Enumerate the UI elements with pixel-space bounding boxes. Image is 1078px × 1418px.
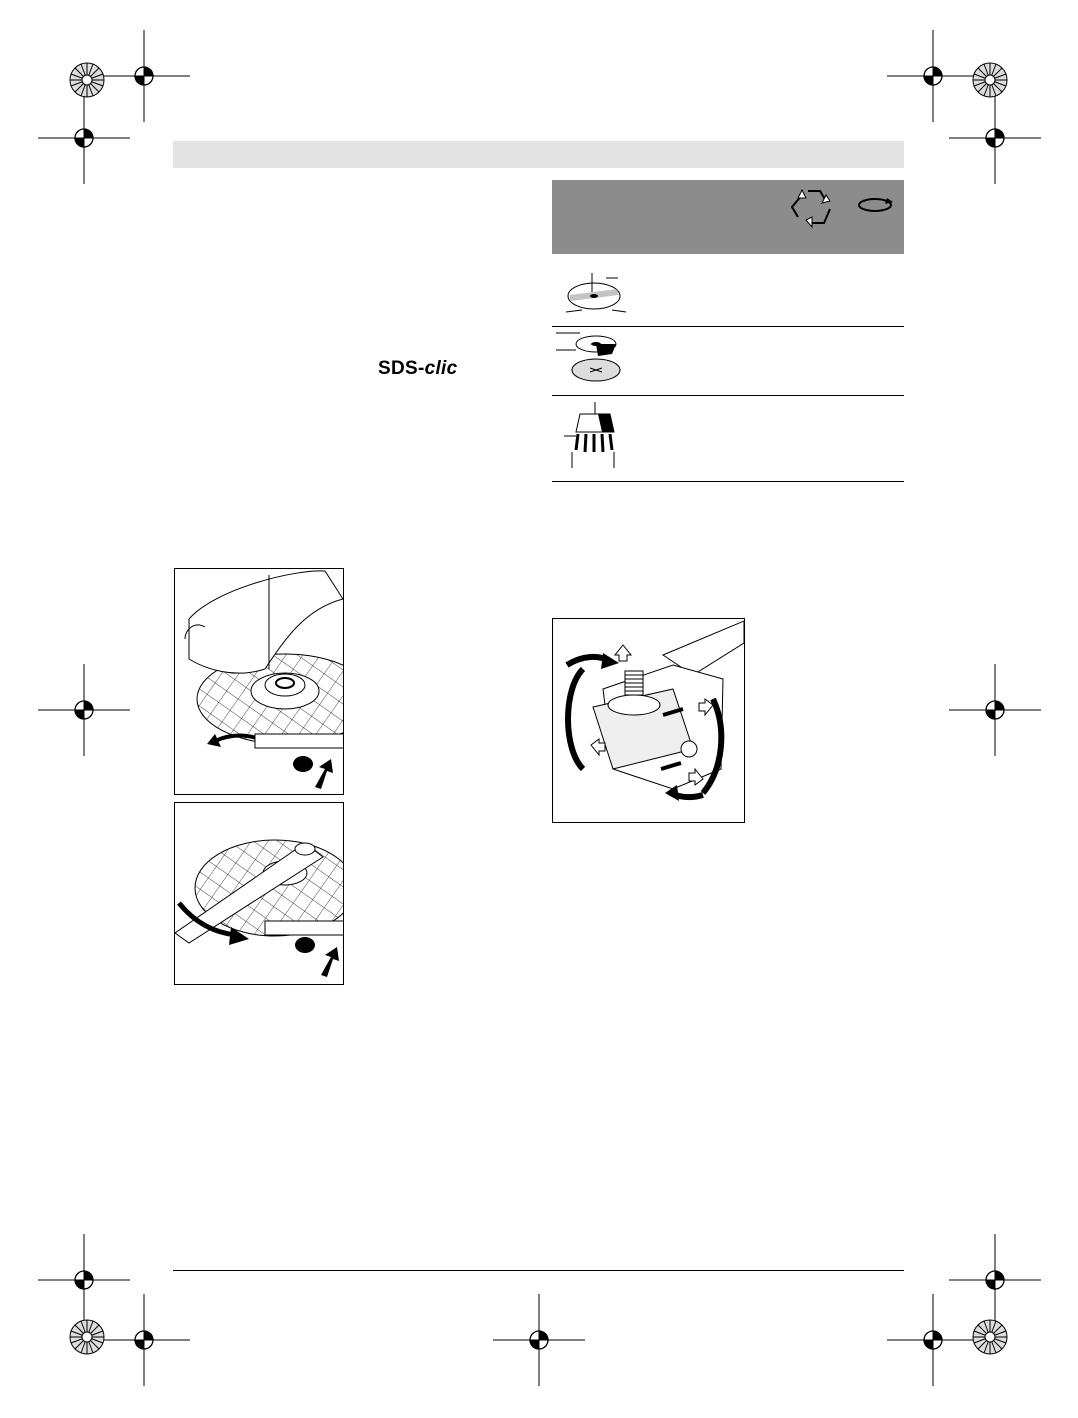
- registration-mark-icon: [98, 1294, 190, 1386]
- registration-mark-icon: [949, 664, 1041, 756]
- color-target-icon: [973, 1320, 1007, 1354]
- two-pin-spanner-icon: [175, 803, 343, 984]
- hand-tightening-clamp-nut-icon: [175, 569, 343, 794]
- color-target-icon: [70, 63, 104, 97]
- registration-mark-icon: [38, 1234, 130, 1326]
- cup-brush-icon: [562, 400, 622, 472]
- color-target-icon: [973, 63, 1007, 97]
- sanding-pad-icon: [554, 330, 634, 390]
- sds-logo-text: SDS-: [378, 358, 425, 379]
- header-band: [173, 141, 904, 168]
- figure-spanner: [174, 802, 344, 985]
- table-header: [552, 180, 904, 254]
- clic-logo-text: clic: [424, 358, 458, 379]
- cutting-disc-icon: [562, 270, 638, 316]
- registration-mark-icon: [38, 92, 130, 184]
- rotation-direction-icon: [855, 194, 895, 216]
- rotating-gear-head-icon: [553, 619, 744, 822]
- table-rule: [552, 326, 904, 327]
- footer-rule: [173, 1270, 904, 1271]
- figure-gear-head: [552, 618, 745, 823]
- registration-mark-icon: [38, 664, 130, 756]
- registration-mark-icon: [949, 92, 1041, 184]
- registration-mark-icon: [887, 1294, 979, 1386]
- figure-hand-tightening: [174, 568, 344, 795]
- registration-mark-icon: [98, 30, 190, 122]
- recycle-arrows-icon: [788, 187, 836, 231]
- table-rule: [552, 395, 904, 396]
- registration-mark-icon: [493, 1294, 585, 1386]
- table-rule: [552, 481, 904, 482]
- registration-mark-icon: [949, 1234, 1041, 1326]
- color-target-icon: [70, 1320, 104, 1354]
- registration-mark-icon: [887, 30, 979, 122]
- sds-clic-logo: [378, 358, 458, 380]
